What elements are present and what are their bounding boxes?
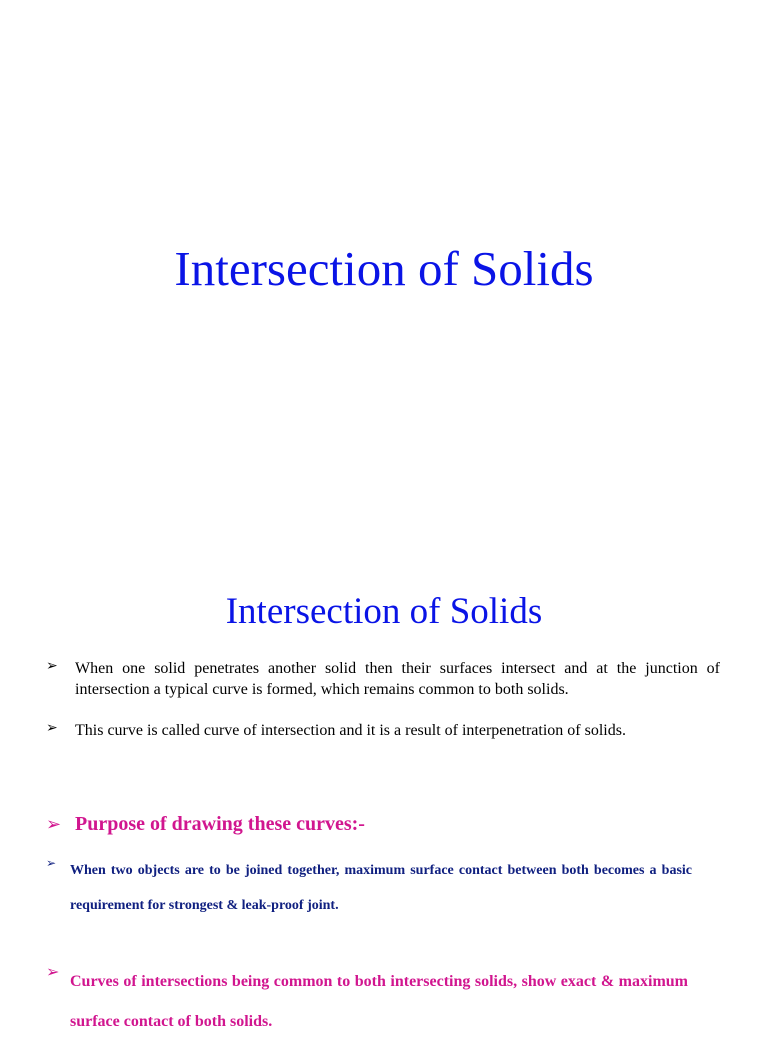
purpose-point-joint: When two objects are to be joined together, maximum surface contact between both becomes a basic requirement for strongest & leak-proof joint. — [70, 863, 692, 913]
point-curve-definition: This curve is called curve of intersection and it is a result of interpenetration of solids. — [75, 722, 626, 739]
bullet-arrow-icon: ➢ — [46, 721, 58, 736]
purpose-point-contact: Curves of intersections being common to both intersecting solids, show exact & maximum surface contact of both solids. — [70, 973, 688, 1030]
purpose-heading: Purpose of drawing these curves:- — [75, 813, 365, 835]
point-penetration: When one solid penetrates another solid then their surfaces intersect and at the junction of intersection a typical curve is formed, which remains common to both solids. — [75, 660, 720, 698]
bullet-arrow-icon: ➢ — [46, 964, 60, 981]
slide-2-title: Intersection of Solids — [225, 591, 543, 632]
bullet-arrow-icon: ➢ — [46, 856, 57, 870]
bullet-arrow-icon: ➢ — [46, 814, 62, 834]
slide-1-title: Intersection of Solids — [174, 241, 594, 296]
bullet-arrow-icon: ➢ — [46, 659, 58, 674]
